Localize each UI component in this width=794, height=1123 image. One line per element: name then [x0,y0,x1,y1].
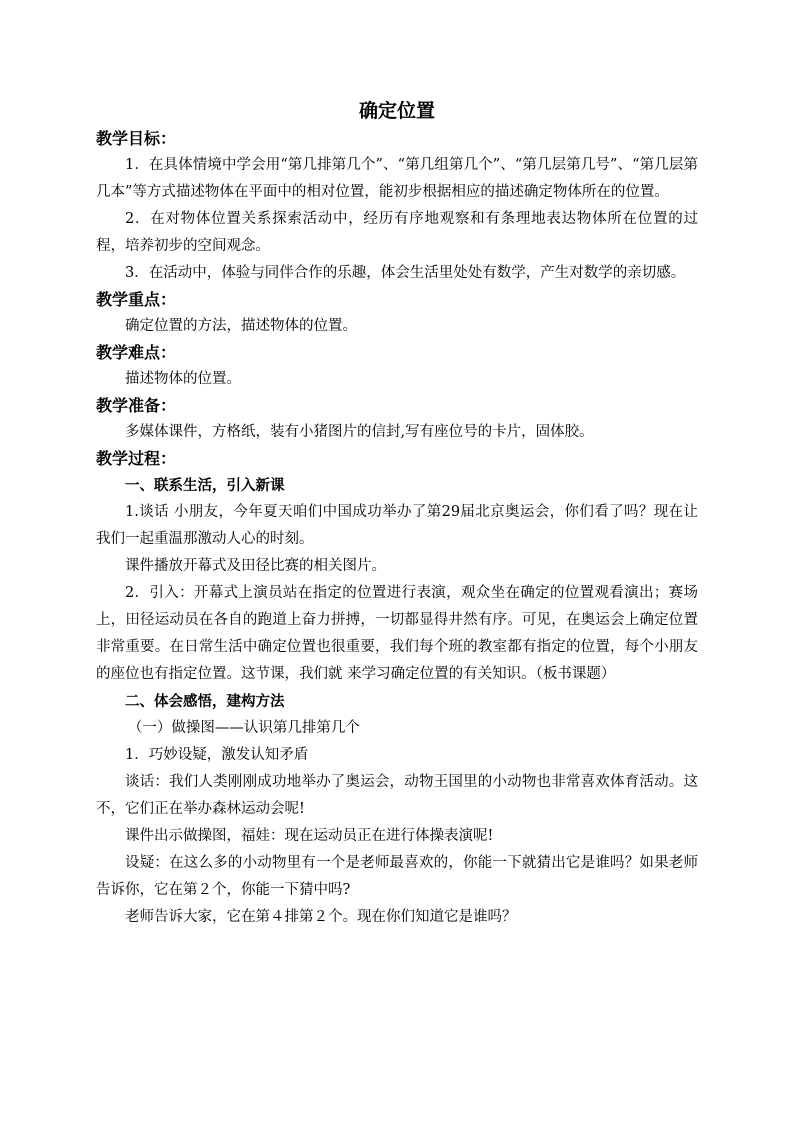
paragraph: 确定位置的方法，描述物体的位置。 [125,318,357,334]
paragraph: 课件出示做操图，福娃：现在运动员正在进行体操表演呢! [125,828,494,844]
section-heading: 教学过程： [96,449,177,468]
section-heading: 教学重点： [96,290,177,309]
paragraph: 1．巧妙设疑，激发认知矛盾 [125,747,309,763]
paragraph: 描述物体的位置。 [125,371,241,387]
paragraph: 3．在活动中，体验与同伴合作的乐趣，体会生活里处处有数学，产生对数学的亲切感。 [125,265,686,281]
subsection-heading: 一、联系生活，引入新课 [125,477,285,494]
document-title: 确定位置 [358,100,435,122]
paragraph: 多媒体课件，方格纸，装有小猪图片的信封,写有座位号的卡片，固体胶。 [125,424,594,440]
subsection-heading: 二、体会感悟，建构方法 [125,693,285,710]
section-preparation [96,393,698,446]
section-teaching-process [96,446,698,931]
sub-subsection-heading: （一）做操图——认识第几排第几个 [127,720,360,736]
paragraph: 2．在对物体位置关系探索活动中，经历有序地观察和有条理地表达物体所在位置的过程，培养初步的空间观念。 [96,211,698,254]
section-difficult-points [96,340,698,393]
section-key-points [96,287,698,340]
paragraph: 2．引入：开幕式上演员站在指定的位置进行表演，观众坐在确定的位置观看演出；赛场上，田径运动员在各自的跑道上奋力拼搏，一切都显得井然有序。可见，在奥运会上确定位置非常重要。在日常生活中确定位置也很重要，我们每个班的教室都有指定的位置，每个小朋友的座位也有指定位置。这节课，我们就 来学习确定位置的有关知识。（板书课题） [96,585,698,682]
paragraph: 老师告诉大家，它在第４排第２个。现在你们知道它是谁吗？ [125,909,517,925]
section-teaching-objectives [96,126,698,287]
section-heading: 教学准备： [96,396,177,415]
paragraph: 1.谈话 小朋友，今年夏天咱们中国成功举办了第29届北京奥运会，你们看了吗？现在让我们一起重温那激动人心的时刻。 [96,504,698,547]
section-heading: 教学难点： [96,343,177,362]
paragraph: 设疑：在这么多的小动物里有一个是老师最喜欢的，你能一下就猜出它是谁吗？如果老师告诉你，它在第２个，你能一下猜中吗? [96,855,698,898]
paragraph: 课件播放开幕式及田径比赛的相关图片。 [125,558,386,574]
paragraph: 谈话：我们人类刚刚成功地举办了奥运会，动物王国里的小动物也非常喜欢体育活动。这不，它们正在举办森林运动会呢! [96,774,698,817]
paragraph: 1．在具体情境中学会用“第几排第几个”、“第几组第几个”、“第几层第几号”、“第几层第几本”等方式描述物体在平面中的相对位置，能初步根据相应的描述确定物体所在的位置。 [96,157,698,200]
section-heading: 教学目标： [96,129,177,148]
